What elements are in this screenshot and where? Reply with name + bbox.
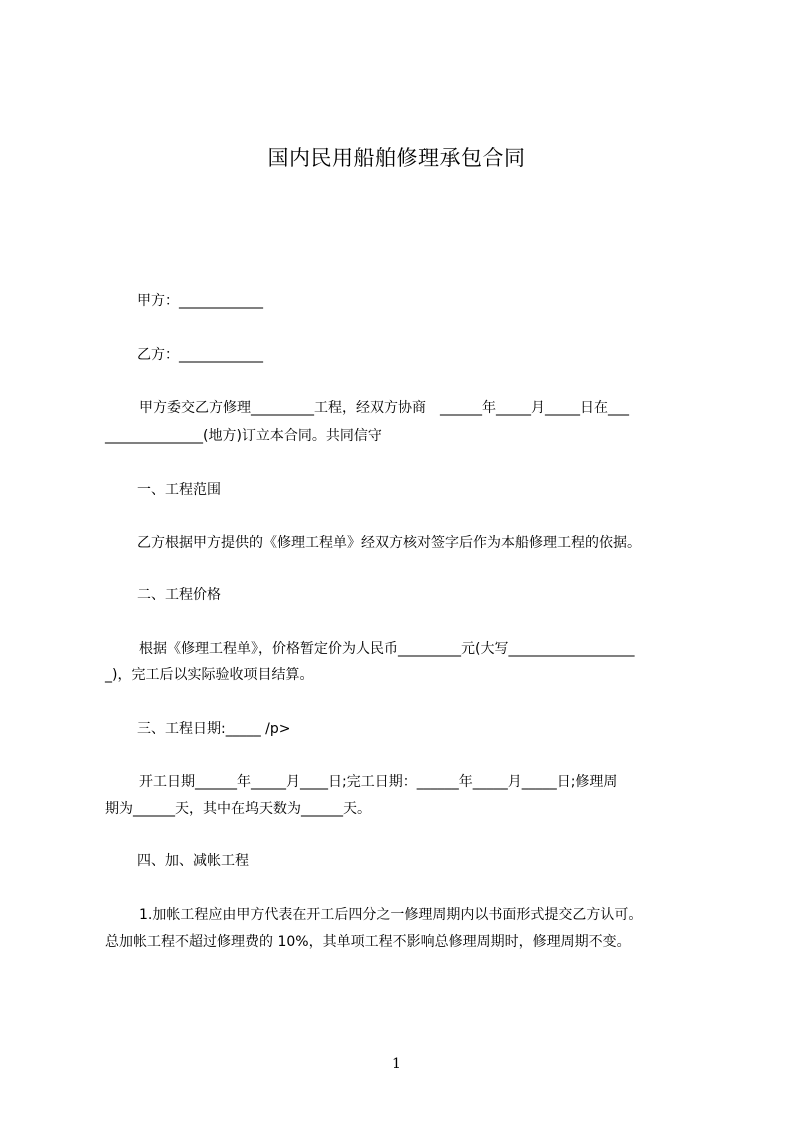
section-scope-heading: 一、工程范围 xyxy=(137,482,221,498)
page-number: 1 xyxy=(392,1056,401,1072)
section-dates-line-1: 开工日期______年_____月____日;完工日期：______年_____月_____日;修理周 xyxy=(139,774,618,790)
section-dates-line-2: 期为______天，其中在坞天数为______天。 xyxy=(105,801,371,817)
section-extra-heading: 四、加、减帐工程 xyxy=(137,853,249,869)
party-a-line: 甲方：____________ xyxy=(137,293,263,309)
intro-line-2: ______________(地方)订立本合同。共同信守 xyxy=(105,428,382,444)
section-extra-line-1: 1.加帐工程应由甲方代表在开工后四分之一修理周期内以书面形式提交乙方认可。 xyxy=(139,907,643,923)
intro-line-1: 甲方委交乙方修理_________工程，经双方协商 ______年_____月_____日在___ xyxy=(139,400,629,416)
document-title: 国内民用船舶修理承包合同 xyxy=(267,146,526,170)
section-price-line-2: _)，完工后以实际验收项目结算。 xyxy=(105,667,314,683)
section-price-heading: 二、工程价格 xyxy=(137,587,221,603)
party-b-line: 乙方：____________ xyxy=(137,347,263,363)
section-scope-text: 乙方根据甲方提供的《修理工程单》经双方核对签字后作为本船修理工程的依据。 xyxy=(137,535,641,551)
section-price-line-1: 根据《修理工程单》，价格暂定价为人民币_________元(大写__________________ xyxy=(139,641,635,657)
section-dates-heading: 三、工程日期:_____ /p> xyxy=(137,721,291,737)
section-extra-line-2: 总加帐工程不超过修理费的 10%，其单项工程不影响总修理周期时，修理周期不变。 xyxy=(105,934,631,950)
